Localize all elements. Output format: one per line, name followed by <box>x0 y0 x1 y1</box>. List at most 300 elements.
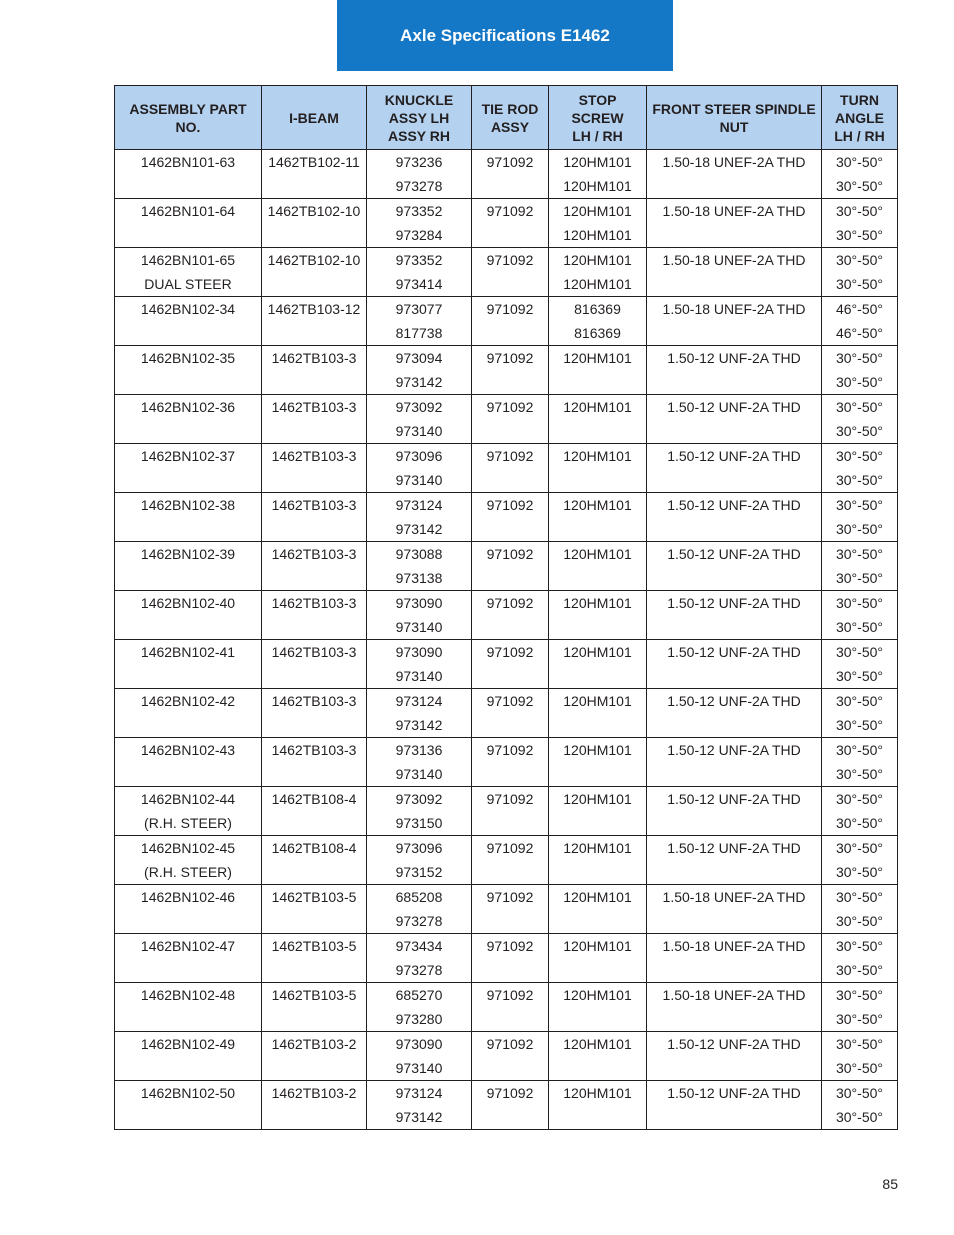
header-turn-angle: TURN ANGLE LH / RH <box>822 86 898 150</box>
spindle-nut-blank-cell <box>647 909 822 934</box>
i-beam-blank-cell <box>262 174 367 199</box>
table-row-continuation <box>115 909 898 934</box>
knuckle-lh-cell: 685270 <box>367 983 472 1008</box>
stop-screw-rh-cell <box>549 1056 647 1081</box>
assembly-note-cell: (R.H. STEER) <box>115 811 262 836</box>
table-row-continuation <box>115 615 898 640</box>
stop-screw-lh-cell: 120HM101 <box>549 199 647 224</box>
stop-screw-rh-cell <box>549 566 647 591</box>
turn-angle-rh-cell: 30°-50° <box>822 860 898 885</box>
assembly-part-no-cell: 1462BN101-63 <box>115 150 262 175</box>
assembly-part-no-cell: 1462BN102-40 <box>115 591 262 616</box>
turn-angle-rh-cell: 30°-50° <box>822 517 898 542</box>
knuckle-rh-cell: 973152 <box>367 860 472 885</box>
knuckle-lh-cell: 973092 <box>367 787 472 812</box>
turn-angle-lh-cell: 46°-50° <box>822 297 898 322</box>
turn-angle-rh-cell: 30°-50° <box>822 223 898 248</box>
header-i-beam: I-BEAM <box>262 86 367 150</box>
tie-rod-blank-cell <box>472 1056 549 1081</box>
assembly-note-cell <box>115 1105 262 1130</box>
knuckle-rh-cell: 973140 <box>367 468 472 493</box>
assembly-note-cell <box>115 370 262 395</box>
table-row <box>115 444 898 469</box>
spindle-nut-blank-cell <box>647 321 822 346</box>
knuckle-lh-cell: 973352 <box>367 248 472 273</box>
tie-rod-cell: 971092 <box>472 248 549 273</box>
knuckle-rh-cell: 973150 <box>367 811 472 836</box>
turn-angle-rh-cell: 30°-50° <box>822 566 898 591</box>
i-beam-blank-cell <box>262 321 367 346</box>
i-beam-cell: 1462TB103-3 <box>262 346 367 371</box>
turn-angle-rh-cell: 30°-50° <box>822 909 898 934</box>
table-row <box>115 248 898 273</box>
stop-screw-lh-cell: 120HM101 <box>549 493 647 518</box>
spindle-nut-blank-cell <box>647 419 822 444</box>
assembly-note-cell <box>115 1007 262 1032</box>
assembly-part-no-cell: 1462BN102-44 <box>115 787 262 812</box>
i-beam-blank-cell <box>262 223 367 248</box>
spindle-nut-blank-cell <box>647 1105 822 1130</box>
i-beam-blank-cell <box>262 909 367 934</box>
spindle-nut-blank-cell <box>647 860 822 885</box>
tie-rod-blank-cell <box>472 174 549 199</box>
i-beam-blank-cell <box>262 958 367 983</box>
turn-angle-rh-cell: 30°-50° <box>822 419 898 444</box>
header-tie-rod: TIE ROD ASSY <box>472 86 549 150</box>
stop-screw-rh-cell <box>549 762 647 787</box>
spindle-nut-cell: 1.50-12 UNF-2A THD <box>647 738 822 763</box>
i-beam-cell: 1462TB103-5 <box>262 885 367 910</box>
table-row <box>115 199 898 224</box>
knuckle-rh-cell: 973142 <box>367 713 472 738</box>
turn-angle-rh-cell: 30°-50° <box>822 370 898 395</box>
knuckle-rh-cell: 973278 <box>367 958 472 983</box>
stop-screw-rh-cell: 120HM101 <box>549 223 647 248</box>
table-row <box>115 150 898 175</box>
stop-screw-rh-cell <box>549 370 647 395</box>
stop-screw-lh-cell: 120HM101 <box>549 395 647 420</box>
knuckle-rh-cell: 973142 <box>367 1105 472 1130</box>
i-beam-cell: 1462TB103-12 <box>262 297 367 322</box>
table-row <box>115 346 898 371</box>
stop-screw-lh-cell: 120HM101 <box>549 738 647 763</box>
spindle-nut-cell: 1.50-12 UNF-2A THD <box>647 591 822 616</box>
spindle-nut-cell: 1.50-12 UNF-2A THD <box>647 1081 822 1106</box>
stop-screw-rh-cell <box>549 860 647 885</box>
tie-rod-cell: 971092 <box>472 885 549 910</box>
spindle-nut-blank-cell <box>647 1056 822 1081</box>
tie-rod-blank-cell <box>472 566 549 591</box>
assembly-note-cell <box>115 713 262 738</box>
assembly-part-no-cell: 1462BN102-47 <box>115 934 262 959</box>
i-beam-cell: 1462TB108-4 <box>262 836 367 861</box>
turn-angle-rh-cell: 30°-50° <box>822 272 898 297</box>
spindle-nut-cell: 1.50-18 UNEF-2A THD <box>647 248 822 273</box>
stop-screw-lh-cell: 120HM101 <box>549 346 647 371</box>
stop-screw-lh-cell: 120HM101 <box>549 542 647 567</box>
assembly-note-cell <box>115 517 262 542</box>
table-row-continuation <box>115 272 898 297</box>
stop-screw-lh-cell: 120HM101 <box>549 836 647 861</box>
knuckle-lh-cell: 973088 <box>367 542 472 567</box>
knuckle-rh-cell: 973414 <box>367 272 472 297</box>
knuckle-lh-cell: 973434 <box>367 934 472 959</box>
turn-angle-rh-cell: 30°-50° <box>822 1105 898 1130</box>
tie-rod-cell: 971092 <box>472 493 549 518</box>
spindle-nut-cell: 1.50-12 UNF-2A THD <box>647 444 822 469</box>
i-beam-blank-cell <box>262 860 367 885</box>
turn-angle-lh-cell: 30°-50° <box>822 836 898 861</box>
table-row <box>115 1081 898 1106</box>
stop-screw-rh-cell <box>549 468 647 493</box>
assembly-part-no-cell: 1462BN102-36 <box>115 395 262 420</box>
tie-rod-blank-cell <box>472 1007 549 1032</box>
stop-screw-lh-cell: 120HM101 <box>549 1032 647 1057</box>
stop-screw-lh-cell: 120HM101 <box>549 689 647 714</box>
knuckle-lh-cell: 973124 <box>367 493 472 518</box>
table-row-continuation <box>115 517 898 542</box>
assembly-part-no-cell: 1462BN101-64 <box>115 199 262 224</box>
knuckle-rh-cell: 973142 <box>367 517 472 542</box>
i-beam-blank-cell <box>262 1105 367 1130</box>
i-beam-cell: 1462TB103-3 <box>262 542 367 567</box>
table-row-continuation <box>115 664 898 689</box>
spindle-nut-cell: 1.50-12 UNF-2A THD <box>647 346 822 371</box>
turn-angle-rh-cell: 30°-50° <box>822 1007 898 1032</box>
tie-rod-cell: 971092 <box>472 983 549 1008</box>
spindle-nut-cell: 1.50-12 UNF-2A THD <box>647 640 822 665</box>
assembly-note-cell <box>115 321 262 346</box>
i-beam-cell: 1462TB102-11 <box>262 150 367 175</box>
spindle-nut-cell: 1.50-18 UNEF-2A THD <box>647 297 822 322</box>
turn-angle-rh-cell: 30°-50° <box>822 664 898 689</box>
turn-angle-lh-cell: 30°-50° <box>822 934 898 959</box>
header-knuckle: KNUCKLE ASSY LH ASSY RH <box>367 86 472 150</box>
turn-angle-rh-cell: 46°-50° <box>822 321 898 346</box>
i-beam-blank-cell <box>262 811 367 836</box>
assembly-note-cell <box>115 1056 262 1081</box>
spindle-nut-blank-cell <box>647 811 822 836</box>
table-row <box>115 395 898 420</box>
knuckle-lh-cell: 973096 <box>367 444 472 469</box>
tie-rod-cell: 971092 <box>472 640 549 665</box>
tie-rod-cell: 971092 <box>472 1081 549 1106</box>
turn-angle-lh-cell: 30°-50° <box>822 787 898 812</box>
stop-screw-lh-cell: 120HM101 <box>549 885 647 910</box>
i-beam-cell: 1462TB103-3 <box>262 689 367 714</box>
spindle-nut-blank-cell <box>647 1007 822 1032</box>
spindle-nut-cell: 1.50-18 UNEF-2A THD <box>647 934 822 959</box>
tie-rod-cell: 971092 <box>472 1032 549 1057</box>
knuckle-lh-cell: 973352 <box>367 199 472 224</box>
table-row <box>115 689 898 714</box>
knuckle-lh-cell: 973090 <box>367 591 472 616</box>
table-row <box>115 493 898 518</box>
tie-rod-cell: 971092 <box>472 934 549 959</box>
assembly-note-cell <box>115 762 262 787</box>
i-beam-cell: 1462TB103-3 <box>262 640 367 665</box>
knuckle-rh-cell: 973140 <box>367 1056 472 1081</box>
i-beam-cell: 1462TB102-10 <box>262 199 367 224</box>
spindle-nut-cell: 1.50-12 UNF-2A THD <box>647 542 822 567</box>
tie-rod-cell: 971092 <box>472 591 549 616</box>
turn-angle-rh-cell: 30°-50° <box>822 958 898 983</box>
assembly-part-no-cell: 1462BN102-43 <box>115 738 262 763</box>
table-row-continuation <box>115 958 898 983</box>
assembly-note-cell: (R.H. STEER) <box>115 860 262 885</box>
spindle-nut-blank-cell <box>647 174 822 199</box>
tie-rod-cell: 971092 <box>472 689 549 714</box>
i-beam-blank-cell <box>262 1007 367 1032</box>
tie-rod-blank-cell <box>472 321 549 346</box>
turn-angle-lh-cell: 30°-50° <box>822 444 898 469</box>
table-row <box>115 836 898 861</box>
i-beam-cell: 1462TB103-5 <box>262 983 367 1008</box>
knuckle-rh-cell: 973140 <box>367 615 472 640</box>
stop-screw-rh-cell: 816369 <box>549 321 647 346</box>
knuckle-lh-cell: 973124 <box>367 689 472 714</box>
knuckle-lh-cell: 685208 <box>367 885 472 910</box>
assembly-note-cell <box>115 909 262 934</box>
assembly-part-no-cell: 1462BN102-37 <box>115 444 262 469</box>
tie-rod-cell: 971092 <box>472 395 549 420</box>
stop-screw-rh-cell <box>549 1007 647 1032</box>
tie-rod-cell: 971092 <box>472 346 549 371</box>
spindle-nut-cell: 1.50-12 UNF-2A THD <box>647 836 822 861</box>
tie-rod-blank-cell <box>472 958 549 983</box>
knuckle-rh-cell: 973278 <box>367 909 472 934</box>
stop-screw-lh-cell: 120HM101 <box>549 983 647 1008</box>
tie-rod-cell: 971092 <box>472 542 549 567</box>
tie-rod-blank-cell <box>472 664 549 689</box>
table-row-continuation <box>115 223 898 248</box>
turn-angle-rh-cell: 30°-50° <box>822 811 898 836</box>
table-row-continuation <box>115 860 898 885</box>
turn-angle-lh-cell: 30°-50° <box>822 1032 898 1057</box>
i-beam-blank-cell <box>262 370 367 395</box>
knuckle-lh-cell: 973136 <box>367 738 472 763</box>
i-beam-cell: 1462TB103-3 <box>262 444 367 469</box>
stop-screw-lh-cell: 120HM101 <box>549 640 647 665</box>
header-spindle-nut: FRONT STEER SPINDLE NUT <box>647 86 822 150</box>
tie-rod-cell: 971092 <box>472 297 549 322</box>
stop-screw-lh-cell: 120HM101 <box>549 248 647 273</box>
tie-rod-blank-cell <box>472 517 549 542</box>
stop-screw-rh-cell <box>549 419 647 444</box>
assembly-part-no-cell: 1462BN102-49 <box>115 1032 262 1057</box>
assembly-part-no-cell: 1462BN102-42 <box>115 689 262 714</box>
spindle-nut-cell: 1.50-18 UNEF-2A THD <box>647 983 822 1008</box>
stop-screw-rh-cell <box>549 1105 647 1130</box>
i-beam-blank-cell <box>262 419 367 444</box>
knuckle-lh-cell: 973090 <box>367 640 472 665</box>
i-beam-cell: 1462TB103-5 <box>262 934 367 959</box>
turn-angle-rh-cell: 30°-50° <box>822 713 898 738</box>
turn-angle-lh-cell: 30°-50° <box>822 395 898 420</box>
turn-angle-lh-cell: 30°-50° <box>822 689 898 714</box>
i-beam-cell: 1462TB103-3 <box>262 493 367 518</box>
turn-angle-lh-cell: 30°-50° <box>822 346 898 371</box>
assembly-part-no-cell: 1462BN102-50 <box>115 1081 262 1106</box>
assembly-part-no-cell: 1462BN102-34 <box>115 297 262 322</box>
tie-rod-blank-cell <box>472 713 549 738</box>
assembly-part-no-cell: 1462BN102-38 <box>115 493 262 518</box>
assembly-part-no-cell: 1462BN102-35 <box>115 346 262 371</box>
i-beam-blank-cell <box>262 468 367 493</box>
table-row <box>115 591 898 616</box>
i-beam-blank-cell <box>262 1056 367 1081</box>
turn-angle-lh-cell: 30°-50° <box>822 983 898 1008</box>
turn-angle-lh-cell: 30°-50° <box>822 493 898 518</box>
assembly-part-no-cell: 1462BN102-45 <box>115 836 262 861</box>
assembly-part-no-cell: 1462BN102-41 <box>115 640 262 665</box>
spindle-nut-blank-cell <box>647 272 822 297</box>
table-row-continuation <box>115 370 898 395</box>
assembly-note-cell <box>115 174 262 199</box>
spindle-nut-cell: 1.50-18 UNEF-2A THD <box>647 199 822 224</box>
spindle-nut-cell: 1.50-12 UNF-2A THD <box>647 689 822 714</box>
assembly-note-cell <box>115 419 262 444</box>
knuckle-rh-cell: 973142 <box>367 370 472 395</box>
stop-screw-rh-cell <box>549 517 647 542</box>
turn-angle-rh-cell: 30°-50° <box>822 1056 898 1081</box>
knuckle-rh-cell: 973280 <box>367 1007 472 1032</box>
spindle-nut-blank-cell <box>647 762 822 787</box>
tie-rod-cell: 971092 <box>472 444 549 469</box>
turn-angle-rh-cell: 30°-50° <box>822 762 898 787</box>
turn-angle-lh-cell: 30°-50° <box>822 640 898 665</box>
table-row-continuation <box>115 174 898 199</box>
tie-rod-blank-cell <box>472 615 549 640</box>
tie-rod-blank-cell <box>472 468 549 493</box>
spindle-nut-cell: 1.50-12 UNF-2A THD <box>647 395 822 420</box>
table-row <box>115 787 898 812</box>
page-title: Axle Specifications E1462 <box>400 25 610 45</box>
turn-angle-lh-cell: 30°-50° <box>822 150 898 175</box>
spindle-nut-blank-cell <box>647 958 822 983</box>
i-beam-blank-cell <box>262 664 367 689</box>
tie-rod-blank-cell <box>472 272 549 297</box>
spindle-nut-blank-cell <box>647 517 822 542</box>
table-row <box>115 542 898 567</box>
assembly-note-cell <box>115 566 262 591</box>
i-beam-cell: 1462TB102-10 <box>262 248 367 273</box>
i-beam-blank-cell <box>262 615 367 640</box>
stop-screw-lh-cell: 120HM101 <box>549 787 647 812</box>
spindle-nut-cell: 1.50-18 UNEF-2A THD <box>647 150 822 175</box>
spindle-nut-blank-cell <box>647 223 822 248</box>
knuckle-rh-cell: 973140 <box>367 419 472 444</box>
turn-angle-lh-cell: 30°-50° <box>822 542 898 567</box>
knuckle-lh-cell: 973077 <box>367 297 472 322</box>
knuckle-rh-cell: 973278 <box>367 174 472 199</box>
turn-angle-rh-cell: 30°-50° <box>822 615 898 640</box>
table-row-continuation <box>115 468 898 493</box>
stop-screw-rh-cell: 120HM101 <box>549 272 647 297</box>
stop-screw-rh-cell <box>549 713 647 738</box>
tie-rod-blank-cell <box>472 419 549 444</box>
stop-screw-rh-cell <box>549 811 647 836</box>
stop-screw-lh-cell: 120HM101 <box>549 1081 647 1106</box>
table-row <box>115 738 898 763</box>
stop-screw-lh-cell: 120HM101 <box>549 934 647 959</box>
knuckle-lh-cell: 973094 <box>367 346 472 371</box>
i-beam-cell: 1462TB108-4 <box>262 787 367 812</box>
spindle-nut-blank-cell <box>647 468 822 493</box>
header-row <box>115 86 898 150</box>
i-beam-blank-cell <box>262 713 367 738</box>
tie-rod-cell: 971092 <box>472 787 549 812</box>
i-beam-cell: 1462TB103-3 <box>262 395 367 420</box>
spindle-nut-cell: 1.50-18 UNEF-2A THD <box>647 885 822 910</box>
header-stop-screw: STOP SCREW LH / RH <box>549 86 647 150</box>
table-row <box>115 297 898 322</box>
turn-angle-lh-cell: 30°-50° <box>822 885 898 910</box>
table-row <box>115 983 898 1008</box>
spindle-nut-blank-cell <box>647 370 822 395</box>
spindle-nut-blank-cell <box>647 566 822 591</box>
knuckle-rh-cell: 973140 <box>367 762 472 787</box>
table-row-continuation <box>115 713 898 738</box>
i-beam-cell: 1462TB103-3 <box>262 591 367 616</box>
table-row-continuation <box>115 1056 898 1081</box>
turn-angle-rh-cell: 30°-50° <box>822 174 898 199</box>
table-row <box>115 934 898 959</box>
tie-rod-blank-cell <box>472 1105 549 1130</box>
knuckle-rh-cell: 817738 <box>367 321 472 346</box>
stop-screw-rh-cell <box>549 958 647 983</box>
assembly-part-no-cell: 1462BN102-46 <box>115 885 262 910</box>
knuckle-rh-cell: 973140 <box>367 664 472 689</box>
stop-screw-rh-cell <box>549 664 647 689</box>
table-row <box>115 1032 898 1057</box>
tie-rod-cell: 971092 <box>472 150 549 175</box>
i-beam-blank-cell <box>262 517 367 542</box>
knuckle-rh-cell: 973284 <box>367 223 472 248</box>
table-row <box>115 885 898 910</box>
tie-rod-cell: 971092 <box>472 836 549 861</box>
tie-rod-cell: 971092 <box>472 199 549 224</box>
spindle-nut-blank-cell <box>647 713 822 738</box>
i-beam-blank-cell <box>262 566 367 591</box>
assembly-note-cell <box>115 223 262 248</box>
table-row <box>115 640 898 665</box>
stop-screw-lh-cell: 120HM101 <box>549 150 647 175</box>
spindle-nut-cell: 1.50-12 UNF-2A THD <box>647 1032 822 1057</box>
tie-rod-blank-cell <box>472 762 549 787</box>
tie-rod-blank-cell <box>472 860 549 885</box>
turn-angle-lh-cell: 30°-50° <box>822 1081 898 1106</box>
tie-rod-blank-cell <box>472 223 549 248</box>
spindle-nut-cell: 1.50-12 UNF-2A THD <box>647 787 822 812</box>
assembly-note-cell: DUAL STEER <box>115 272 262 297</box>
knuckle-rh-cell: 973138 <box>367 566 472 591</box>
i-beam-blank-cell <box>262 762 367 787</box>
knuckle-lh-cell: 973090 <box>367 1032 472 1057</box>
table-row-continuation <box>115 321 898 346</box>
stop-screw-rh-cell <box>549 615 647 640</box>
table-row-continuation <box>115 1007 898 1032</box>
assembly-note-cell <box>115 958 262 983</box>
turn-angle-lh-cell: 30°-50° <box>822 248 898 273</box>
stop-screw-rh-cell <box>549 909 647 934</box>
turn-angle-lh-cell: 30°-50° <box>822 199 898 224</box>
i-beam-cell: 1462TB103-2 <box>262 1081 367 1106</box>
stop-screw-lh-cell: 120HM101 <box>549 591 647 616</box>
spindle-nut-cell: 1.50-12 UNF-2A THD <box>647 493 822 518</box>
axle-spec-table <box>114 85 898 1130</box>
knuckle-lh-cell: 973092 <box>367 395 472 420</box>
